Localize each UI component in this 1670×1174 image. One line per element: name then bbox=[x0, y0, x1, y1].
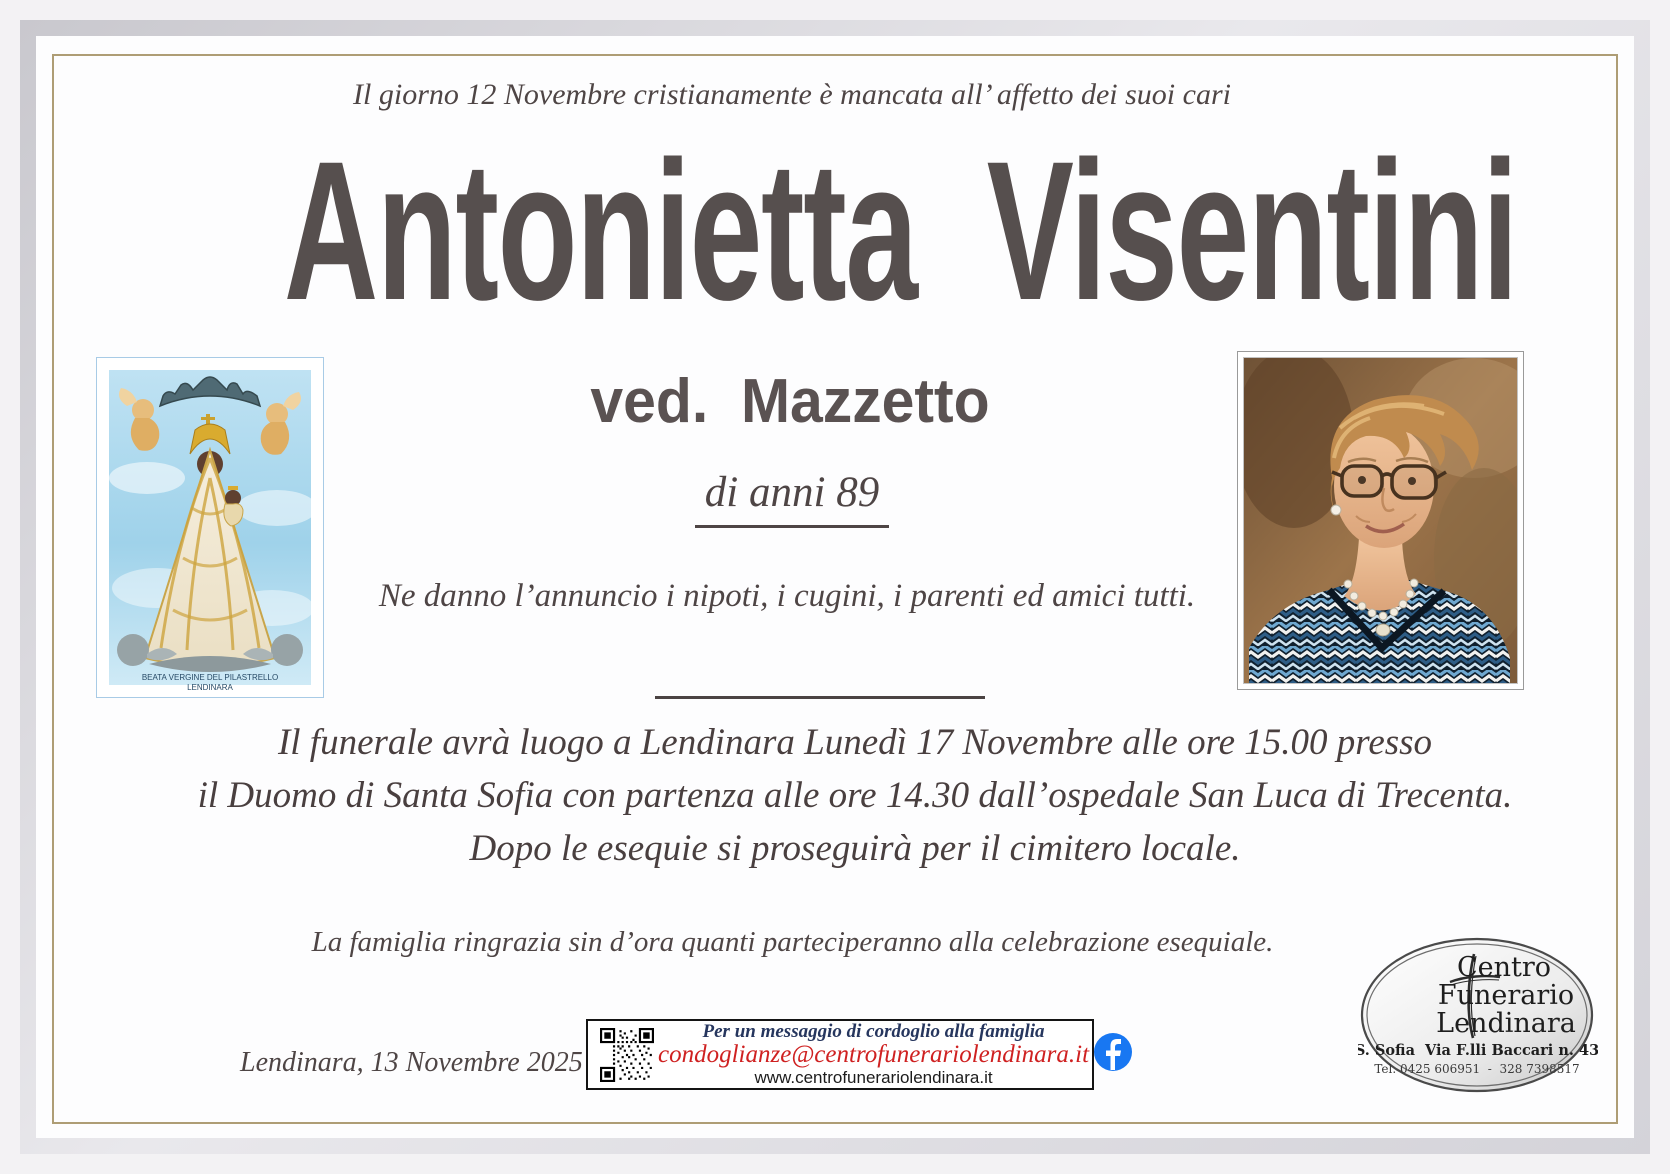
condolence-website[interactable]: www.centrofunerariolendinara.it bbox=[754, 1067, 993, 1087]
logo-name-line2: Funerario bbox=[1437, 980, 1575, 1011]
place-date: Lendinara, 13 Novembre 2025 bbox=[240, 1047, 583, 1078]
funeral-line: Dopo le esequie si proseguirà per il cimitero locale. bbox=[469, 828, 1241, 869]
holy-card-caption-2: LENDINARA bbox=[187, 683, 233, 692]
facebook-icon[interactable] bbox=[1093, 1032, 1133, 1072]
portrait-illustration bbox=[1243, 357, 1518, 684]
funeral-line: il Duomo di Santa Sofia con partenza alle ore 14.30 dall’ospedale San Luca di Trecenta. bbox=[197, 775, 1513, 816]
facebook-link[interactable] bbox=[1093, 1032, 1133, 1077]
funeral-details bbox=[55, 716, 1655, 875]
condolence-text bbox=[654, 1022, 1093, 1086]
holy-card-image bbox=[96, 357, 324, 698]
deceased-name: Antonietta Visentini bbox=[283, 120, 1518, 341]
intro-text: Il giorno 12 Novembre cristianamente è mancata all’ affetto dei suoi cari bbox=[353, 78, 1231, 111]
logo-address: S. Sofia Via F.lli Baccari n. 43 bbox=[1358, 1042, 1598, 1059]
pearl-earring bbox=[1331, 505, 1341, 515]
deceased-married-name: ved. Mazzetto bbox=[590, 367, 990, 436]
logo-name-line1: Centro bbox=[1456, 952, 1552, 983]
deceased-photo bbox=[1237, 351, 1524, 690]
logo-phone: Tel. 0425 606951 - 328 7398517 bbox=[1374, 1062, 1580, 1076]
madonna-illustration bbox=[97, 358, 323, 697]
age-line: di anni 89 bbox=[0, 468, 1584, 528]
condolence-message: Per un messaggio di cordoglio alla famiglia bbox=[702, 1021, 1045, 1043]
funeral-home-logo bbox=[1358, 936, 1598, 1094]
divider-line bbox=[655, 696, 985, 699]
condolence-box bbox=[586, 1019, 1094, 1090]
family-announcement: Ne danno l’annuncio i nipoti, i cugini, i parenti ed amici tutti. bbox=[378, 578, 1196, 614]
holy-card-caption: BEATA VERGINE DEL PILASTRELLO bbox=[141, 673, 279, 682]
condolence-email[interactable]: condoglianze@centrofunerariolendinara.it bbox=[658, 1041, 1090, 1069]
thanks-text: La famiglia ringrazia sin d’ora quanti parteciperanno alla celebrazione esequiale. bbox=[311, 926, 1274, 958]
qr-code-icon bbox=[600, 1028, 654, 1082]
logo-name-line3: Lendinara bbox=[1436, 1008, 1576, 1039]
funeral-line: Il funerale avrà luogo a Lendinara Lunedì 17 Novembre alle ore 15.00 presso bbox=[277, 722, 1433, 763]
